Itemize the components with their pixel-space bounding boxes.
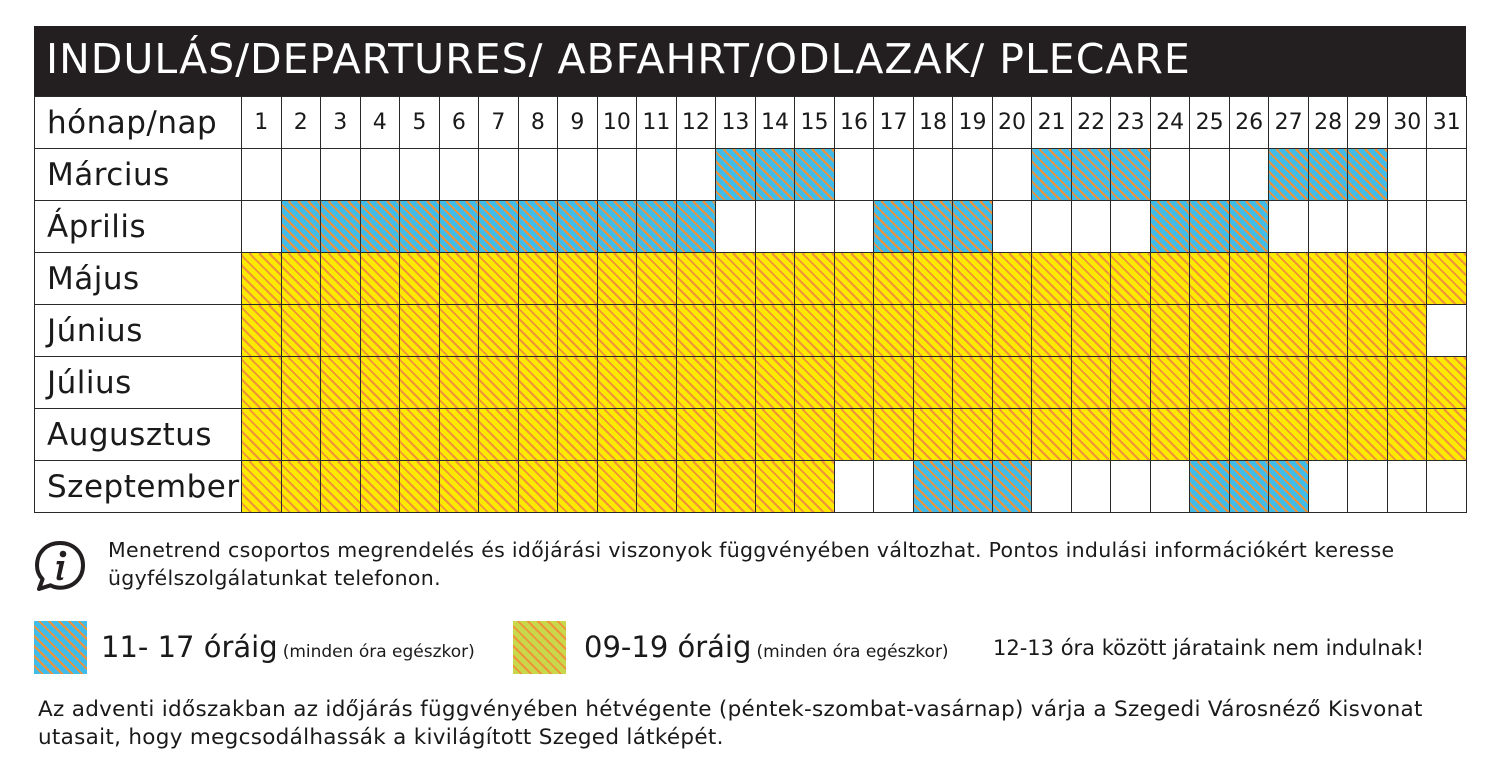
day-cell <box>281 201 321 253</box>
day-cell <box>321 201 361 253</box>
day-cell <box>874 357 914 409</box>
day-cell <box>1032 201 1072 253</box>
day-cell <box>1071 305 1111 357</box>
day-cell <box>242 305 282 357</box>
day-cell <box>1387 253 1427 305</box>
day-cell <box>400 253 440 305</box>
day-cell <box>1190 461 1230 513</box>
day-cell <box>834 201 874 253</box>
day-cell <box>1308 201 1348 253</box>
day-cell <box>597 461 637 513</box>
day-cell <box>1032 305 1072 357</box>
day-cell <box>400 461 440 513</box>
day-number: 6 <box>439 97 479 149</box>
day-cell <box>953 253 993 305</box>
day-cell <box>716 149 756 201</box>
day-cell <box>597 149 637 201</box>
day-cell <box>874 305 914 357</box>
day-cell <box>1269 357 1309 409</box>
day-cell <box>1269 461 1309 513</box>
day-cell <box>558 357 598 409</box>
day-cell <box>360 201 400 253</box>
day-cell <box>518 357 558 409</box>
day-cell <box>597 357 637 409</box>
day-number: 5 <box>400 97 440 149</box>
day-number: 11 <box>637 97 677 149</box>
day-cell <box>1269 149 1309 201</box>
day-cell <box>1190 201 1230 253</box>
day-number: 1 <box>242 97 282 149</box>
month-label: Március <box>35 149 242 201</box>
day-cell <box>1348 357 1388 409</box>
day-cell <box>953 305 993 357</box>
day-cell <box>716 201 756 253</box>
day-cell <box>1308 409 1348 461</box>
day-cell <box>479 253 519 305</box>
day-cell <box>1150 253 1190 305</box>
month-label: Május <box>35 253 242 305</box>
day-cell <box>913 357 953 409</box>
day-cell <box>1427 201 1467 253</box>
day-cell <box>360 253 400 305</box>
day-number: 19 <box>953 97 993 149</box>
day-cell <box>558 201 598 253</box>
day-number: 30 <box>1387 97 1427 149</box>
day-cell <box>755 409 795 461</box>
day-cell <box>242 201 282 253</box>
day-cell <box>637 201 677 253</box>
day-cell <box>1427 357 1467 409</box>
day-cell <box>1150 409 1190 461</box>
day-cell <box>518 149 558 201</box>
day-cell <box>637 305 677 357</box>
day-cell <box>439 409 479 461</box>
day-cell <box>795 357 835 409</box>
lunch-break-warning: 12-13 óra között járataink nem indulnak! <box>993 636 1425 660</box>
day-number: 16 <box>834 97 874 149</box>
day-cell <box>1190 253 1230 305</box>
day-cell <box>1032 461 1072 513</box>
day-cell <box>1150 461 1190 513</box>
day-cell <box>1229 461 1269 513</box>
schedule-notice: Menetrend csoportos megrendelés és időjárási viszonyok függvényében változhat. Pontos indulási információkért keresse ügyfélszolgálatunkat telefonon. <box>108 538 1395 590</box>
info-icon <box>34 540 86 592</box>
day-cell <box>874 253 914 305</box>
day-cell <box>321 149 361 201</box>
month-row <box>35 461 1467 513</box>
day-cell <box>1427 149 1467 201</box>
day-cell <box>1269 409 1309 461</box>
day-cell <box>1387 409 1427 461</box>
day-cell <box>1071 357 1111 409</box>
day-cell <box>795 409 835 461</box>
legend-yellow <box>584 630 949 664</box>
day-cell <box>755 201 795 253</box>
day-cell <box>1387 149 1427 201</box>
day-cell <box>676 149 716 201</box>
departure-schedule-table <box>34 96 1467 513</box>
day-cell <box>1229 253 1269 305</box>
day-number: 7 <box>479 97 519 149</box>
day-cell <box>597 253 637 305</box>
day-number: 10 <box>597 97 637 149</box>
day-cell <box>558 305 598 357</box>
day-cell <box>558 149 598 201</box>
day-cell <box>1269 253 1309 305</box>
day-cell <box>1269 305 1309 357</box>
day-cell <box>716 357 756 409</box>
day-cell <box>992 253 1032 305</box>
day-cell <box>439 201 479 253</box>
day-cell <box>1308 461 1348 513</box>
page-title: INDULÁS/DEPARTURES/ ABFAHRT/ODLAZAK/ PLECARE <box>34 26 1466 96</box>
day-cell <box>755 305 795 357</box>
day-cell <box>992 201 1032 253</box>
day-cell <box>1032 253 1072 305</box>
day-cell <box>1348 253 1388 305</box>
day-cell <box>558 253 598 305</box>
day-cell <box>874 409 914 461</box>
day-number: 13 <box>716 97 756 149</box>
legend-yellow-hours: 09-19 óráig <box>584 630 752 664</box>
day-cell <box>597 409 637 461</box>
day-cell <box>360 149 400 201</box>
day-cell <box>439 357 479 409</box>
corner-label: hónap/nap <box>35 97 242 149</box>
day-cell <box>913 461 953 513</box>
day-cell <box>755 253 795 305</box>
day-cell <box>676 305 716 357</box>
day-cell <box>479 357 519 409</box>
day-cell <box>992 305 1032 357</box>
day-cell <box>1111 409 1151 461</box>
day-cell <box>1032 409 1072 461</box>
day-cell <box>321 305 361 357</box>
day-cell <box>1348 201 1388 253</box>
day-cell <box>1071 461 1111 513</box>
day-cell <box>518 305 558 357</box>
day-cell <box>1427 253 1467 305</box>
day-cell <box>1111 253 1151 305</box>
day-cell <box>874 461 914 513</box>
day-cell <box>1111 149 1151 201</box>
day-cell <box>834 461 874 513</box>
day-cell <box>1308 149 1348 201</box>
legend-swatch-blue <box>34 621 87 674</box>
day-number: 28 <box>1308 97 1348 149</box>
day-cell <box>795 461 835 513</box>
day-cell <box>1308 357 1348 409</box>
day-cell <box>518 409 558 461</box>
day-cell <box>676 409 716 461</box>
month-row <box>35 305 1467 357</box>
day-cell <box>479 409 519 461</box>
day-cell <box>1190 409 1230 461</box>
day-number: 14 <box>755 97 795 149</box>
day-cell <box>242 149 282 201</box>
day-cell <box>1427 461 1467 513</box>
day-cell <box>834 357 874 409</box>
day-cell <box>1111 461 1151 513</box>
day-number: 12 <box>676 97 716 149</box>
day-cell <box>1229 201 1269 253</box>
day-number: 15 <box>795 97 835 149</box>
day-number: 24 <box>1150 97 1190 149</box>
legend-blue-hours: 11- 17 óráig <box>101 630 278 664</box>
day-cell <box>795 305 835 357</box>
day-number: 18 <box>913 97 953 149</box>
day-number: 9 <box>558 97 598 149</box>
day-cell <box>1071 201 1111 253</box>
day-cell <box>321 253 361 305</box>
day-cell <box>360 305 400 357</box>
day-cell <box>637 149 677 201</box>
day-cell <box>716 461 756 513</box>
day-cell <box>1229 409 1269 461</box>
day-cell <box>1387 201 1427 253</box>
legend-swatch-yellow <box>513 621 566 674</box>
day-cell <box>439 149 479 201</box>
day-cell <box>874 149 914 201</box>
day-cell <box>1387 305 1427 357</box>
day-cell <box>637 357 677 409</box>
day-number: 29 <box>1348 97 1388 149</box>
month-row <box>35 409 1467 461</box>
day-cell <box>242 409 282 461</box>
day-cell <box>1229 357 1269 409</box>
day-cell <box>400 357 440 409</box>
day-cell <box>321 357 361 409</box>
day-cell <box>795 201 835 253</box>
day-cell <box>795 149 835 201</box>
day-cell <box>913 253 953 305</box>
day-cell <box>439 305 479 357</box>
day-cell <box>834 149 874 201</box>
day-cell <box>1150 149 1190 201</box>
day-number: 3 <box>321 97 361 149</box>
day-cell <box>281 149 321 201</box>
day-number: 2 <box>281 97 321 149</box>
day-cell <box>242 253 282 305</box>
day-cell <box>1308 305 1348 357</box>
day-cell <box>1111 305 1151 357</box>
month-label: Április <box>35 201 242 253</box>
day-cell <box>281 461 321 513</box>
day-cell <box>992 149 1032 201</box>
day-cell <box>242 357 282 409</box>
day-cell <box>953 201 993 253</box>
day-cell <box>1427 409 1467 461</box>
day-number: 22 <box>1071 97 1111 149</box>
day-cell <box>1387 461 1427 513</box>
day-cell <box>1348 461 1388 513</box>
day-cell <box>479 461 519 513</box>
day-cell <box>637 409 677 461</box>
day-cell <box>518 201 558 253</box>
day-cell <box>400 409 440 461</box>
day-number: 8 <box>518 97 558 149</box>
day-cell <box>676 253 716 305</box>
day-cell <box>360 357 400 409</box>
day-cell <box>518 253 558 305</box>
advent-note: Az adventi időszakban az időjárás függvényében hétvégente (péntek-szombat-vasárnap) várja a Szegedi Városnéző Kisvonat utasait, hogy megcsodálhassák a kivilágított Szeged látképét. <box>38 697 1423 750</box>
day-cell <box>1348 409 1388 461</box>
day-cell <box>321 409 361 461</box>
day-cell <box>992 357 1032 409</box>
day-number: 27 <box>1269 97 1309 149</box>
day-cell <box>716 305 756 357</box>
day-cell <box>400 201 440 253</box>
day-cell <box>1348 305 1388 357</box>
day-cell <box>755 357 795 409</box>
legend-blue <box>101 630 475 664</box>
month-row <box>35 149 1467 201</box>
day-cell <box>953 461 993 513</box>
day-number: 23 <box>1111 97 1151 149</box>
day-cell <box>953 409 993 461</box>
day-number: 26 <box>1229 97 1269 149</box>
day-cell <box>1190 305 1230 357</box>
day-number: 21 <box>1032 97 1072 149</box>
month-row <box>35 357 1467 409</box>
day-cell <box>874 201 914 253</box>
day-cell <box>1150 357 1190 409</box>
day-cell <box>953 149 993 201</box>
day-cell <box>676 357 716 409</box>
day-cell <box>1229 305 1269 357</box>
day-cell <box>637 461 677 513</box>
day-cell <box>913 201 953 253</box>
day-cell <box>716 253 756 305</box>
day-cell <box>1427 305 1467 357</box>
day-cell <box>1190 149 1230 201</box>
day-cell <box>400 305 440 357</box>
day-cell <box>479 149 519 201</box>
day-cell <box>281 409 321 461</box>
legend-blue-note: (minden óra egészkor) <box>282 642 475 662</box>
month-row <box>35 253 1467 305</box>
day-cell <box>834 409 874 461</box>
day-cell <box>321 461 361 513</box>
day-cell <box>992 461 1032 513</box>
month-label: Szeptember <box>35 461 242 513</box>
day-cell <box>558 461 598 513</box>
day-cell <box>755 461 795 513</box>
day-cell <box>597 201 637 253</box>
day-cell <box>360 461 400 513</box>
day-cell <box>479 201 519 253</box>
day-cell <box>281 305 321 357</box>
day-cell <box>1032 149 1072 201</box>
day-cell <box>1071 253 1111 305</box>
day-cell <box>755 149 795 201</box>
day-cell <box>1071 149 1111 201</box>
day-number: 4 <box>360 97 400 149</box>
day-cell <box>637 253 677 305</box>
day-header-row <box>35 97 1467 149</box>
day-cell <box>1387 357 1427 409</box>
day-cell <box>953 357 993 409</box>
day-cell <box>834 253 874 305</box>
day-cell <box>913 409 953 461</box>
month-label: Augusztus <box>35 409 242 461</box>
day-cell <box>400 149 440 201</box>
day-cell <box>1348 149 1388 201</box>
month-row <box>35 201 1467 253</box>
day-number: 25 <box>1190 97 1230 149</box>
day-cell <box>1229 149 1269 201</box>
day-cell <box>1150 201 1190 253</box>
day-cell <box>281 253 321 305</box>
day-cell <box>834 305 874 357</box>
day-cell <box>597 305 637 357</box>
day-cell <box>1111 201 1151 253</box>
day-cell <box>1269 201 1309 253</box>
day-number: 20 <box>992 97 1032 149</box>
day-cell <box>1190 357 1230 409</box>
day-cell <box>242 461 282 513</box>
day-cell <box>676 461 716 513</box>
day-cell <box>716 409 756 461</box>
day-cell <box>1111 357 1151 409</box>
month-label: Július <box>35 357 242 409</box>
day-cell <box>913 149 953 201</box>
day-cell <box>558 409 598 461</box>
day-cell <box>439 253 479 305</box>
day-cell <box>1308 253 1348 305</box>
day-cell <box>518 461 558 513</box>
day-number: 31 <box>1427 97 1467 149</box>
legend-yellow-note: (minden óra egészkor) <box>756 642 949 662</box>
day-cell <box>913 305 953 357</box>
day-cell <box>439 461 479 513</box>
month-label: Június <box>35 305 242 357</box>
day-cell <box>281 357 321 409</box>
day-number: 17 <box>874 97 914 149</box>
day-cell <box>479 305 519 357</box>
day-cell <box>795 253 835 305</box>
day-cell <box>1150 305 1190 357</box>
day-cell <box>992 409 1032 461</box>
day-cell <box>1071 409 1111 461</box>
day-cell <box>676 201 716 253</box>
day-cell <box>1032 357 1072 409</box>
day-cell <box>360 409 400 461</box>
